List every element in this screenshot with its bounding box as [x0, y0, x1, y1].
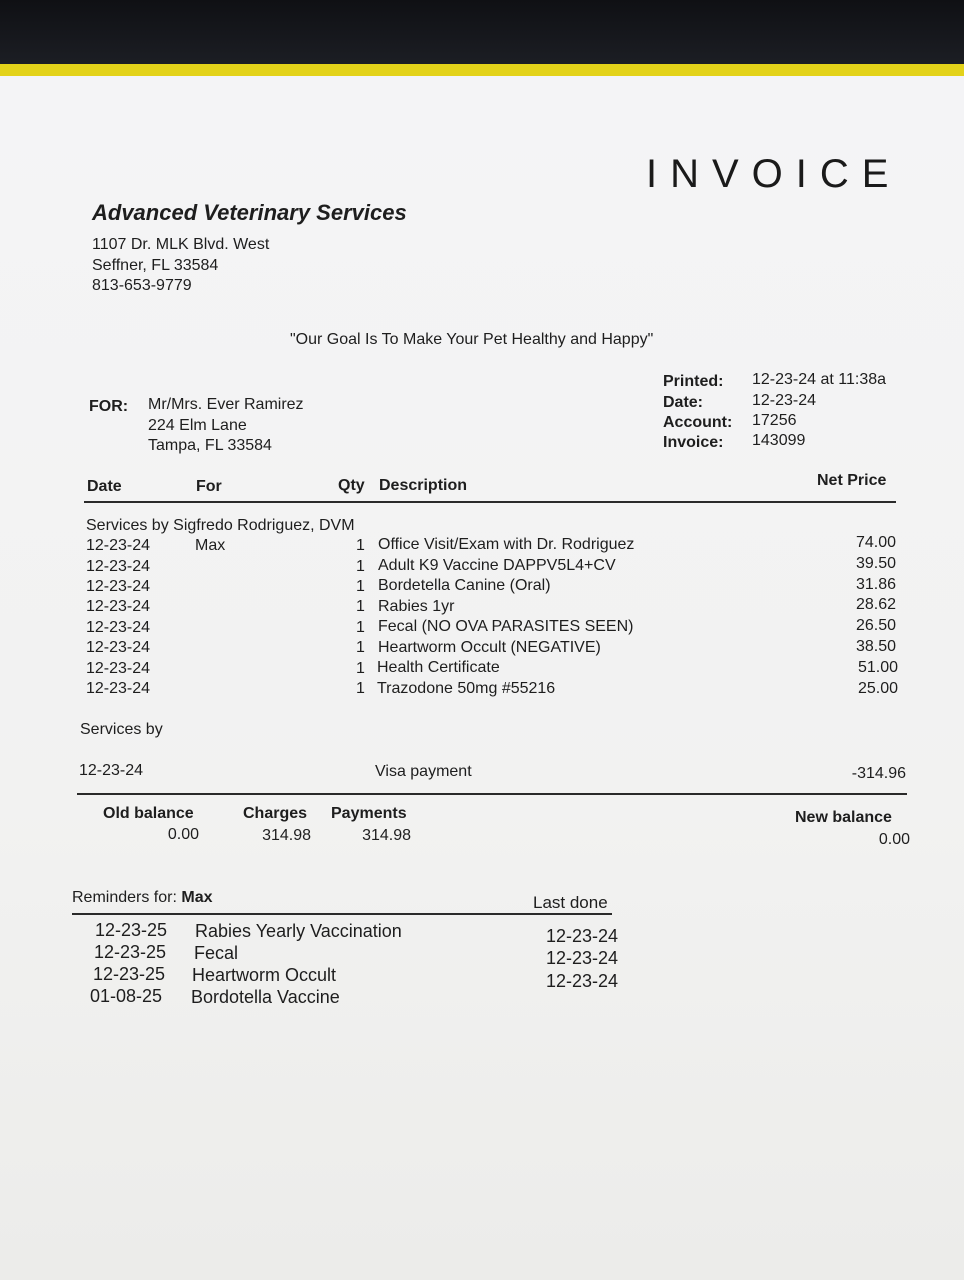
- totals-divider: [77, 793, 907, 795]
- row-price: 31.86: [855, 576, 896, 593]
- old-balance-label: Old balance: [103, 805, 194, 822]
- row-date: 12-23-24: [86, 598, 151, 615]
- row-price: 38.50: [855, 638, 896, 655]
- new-balance-label: New balance: [795, 809, 892, 826]
- payments-label: Payments: [331, 805, 407, 822]
- reminder-name: Rabies Yearly Vaccination: [195, 921, 402, 941]
- reminder-last-done: 12-23-24: [546, 948, 619, 968]
- row-price: 28.62: [855, 596, 896, 613]
- row-date: 12-23-24: [86, 639, 151, 656]
- row-qty: 1: [356, 639, 365, 656]
- column-header-net-price: Net Price: [817, 472, 887, 489]
- charges-label: Charges: [243, 805, 308, 822]
- row-date: 12-23-24: [86, 680, 151, 697]
- row-price: 39.50: [855, 555, 896, 572]
- new-balance-value: 0.00: [878, 831, 910, 848]
- row-qty: 1: [356, 680, 365, 697]
- date-value: 12-23-24: [752, 392, 817, 409]
- invoice-number-value: 143099: [752, 432, 806, 449]
- tagline: "Our Goal Is To Make Your Pet Healthy and Happy": [290, 331, 654, 348]
- reminder-name: Bordotella Vaccine: [191, 987, 340, 1007]
- payments-value: 314.98: [362, 827, 411, 844]
- reminders-divider: [72, 913, 612, 915]
- invoice-title: INVOICE: [646, 152, 902, 196]
- printed-value: 12-23-24 at 11:38a: [752, 371, 887, 388]
- customer-city: Tampa, FL 33584: [148, 437, 272, 454]
- row-description: Health Certificate: [377, 659, 500, 676]
- account-label: Account:: [663, 414, 733, 431]
- row-price: 74.00: [855, 534, 896, 551]
- reminder-name: Fecal: [194, 943, 239, 963]
- payment-date: 12-23-24: [79, 762, 144, 779]
- column-header-date: Date: [87, 478, 122, 495]
- reminder-due-date: 01-08-25: [90, 986, 163, 1006]
- reminder-last-done: 12-23-24: [546, 926, 619, 946]
- reminders-label: Reminders for:: [72, 889, 182, 906]
- row-description: Heartworm Occult (NEGATIVE): [378, 639, 601, 656]
- row-price: 51.00: [857, 659, 898, 676]
- date-label: Date:: [663, 394, 704, 411]
- row-date: 12-23-24: [86, 578, 151, 595]
- column-header-description: Description: [379, 477, 468, 494]
- old-balance-value: 0.00: [167, 826, 199, 843]
- reminders-heading: [72, 889, 213, 907]
- customer-name: Mr/Mrs. Ever Ramirez: [148, 396, 304, 413]
- reminder-due-date: 12-23-25: [94, 942, 167, 962]
- company-phone: 813-653-9779: [92, 277, 192, 294]
- column-header-for: For: [196, 478, 222, 495]
- reminder-name: Heartworm Occult: [192, 965, 337, 985]
- background-surface: [0, 0, 964, 70]
- row-description: Office Visit/Exam with Dr. Rodriguez: [378, 536, 635, 553]
- row-qty: 1: [356, 558, 365, 575]
- company-name: Advanced Veterinary Services: [92, 200, 407, 225]
- row-description: Bordetella Canine (Oral): [378, 577, 551, 594]
- reminder-due-date: 12-23-25: [93, 964, 166, 984]
- reminders-pet-name: Max: [181, 889, 213, 906]
- row-date: 12-23-24: [86, 537, 151, 554]
- row-description: Trazodone 50mg #55216: [377, 680, 556, 697]
- provider-line: Services by Sigfredo Rodriguez, DVM: [86, 517, 355, 534]
- row-qty: 1: [356, 619, 365, 636]
- row-description: Adult K9 Vaccine DAPPV5L4+CV: [378, 557, 616, 574]
- account-value: 17256: [752, 412, 797, 429]
- column-header-qty: Qty: [338, 477, 365, 494]
- company-address-line2: Seffner, FL 33584: [92, 257, 219, 274]
- reminder-due-date: 12-23-25: [95, 920, 168, 940]
- payment-amount: -314.96: [851, 765, 906, 782]
- bill-to-label: FOR:: [89, 398, 129, 415]
- row-for: Max: [195, 537, 226, 554]
- row-price: 25.00: [857, 680, 898, 697]
- reminder-last-done: 12-23-24: [546, 971, 619, 991]
- row-price: 26.50: [855, 617, 896, 634]
- row-date: 12-23-24: [86, 660, 151, 677]
- payment-description: Visa payment: [375, 763, 472, 780]
- row-description: Rabies 1yr: [378, 598, 455, 615]
- invoice-number-label: Invoice:: [663, 434, 724, 451]
- table-header-divider: [84, 501, 896, 503]
- services-by-line: Services by: [80, 721, 163, 738]
- row-qty: 1: [356, 537, 365, 554]
- row-qty: 1: [356, 660, 365, 677]
- row-description: Fecal (NO OVA PARASITES SEEN): [378, 618, 634, 635]
- last-done-header: Last done: [533, 893, 608, 912]
- row-date: 12-23-24: [86, 558, 151, 575]
- charges-value: 314.98: [262, 827, 311, 844]
- company-address-line1: 1107 Dr. MLK Blvd. West: [92, 236, 270, 253]
- customer-street: 224 Elm Lane: [148, 417, 247, 434]
- row-qty: 1: [356, 578, 365, 595]
- printed-label: Printed:: [663, 373, 724, 390]
- row-date: 12-23-24: [86, 619, 151, 636]
- row-qty: 1: [356, 598, 365, 615]
